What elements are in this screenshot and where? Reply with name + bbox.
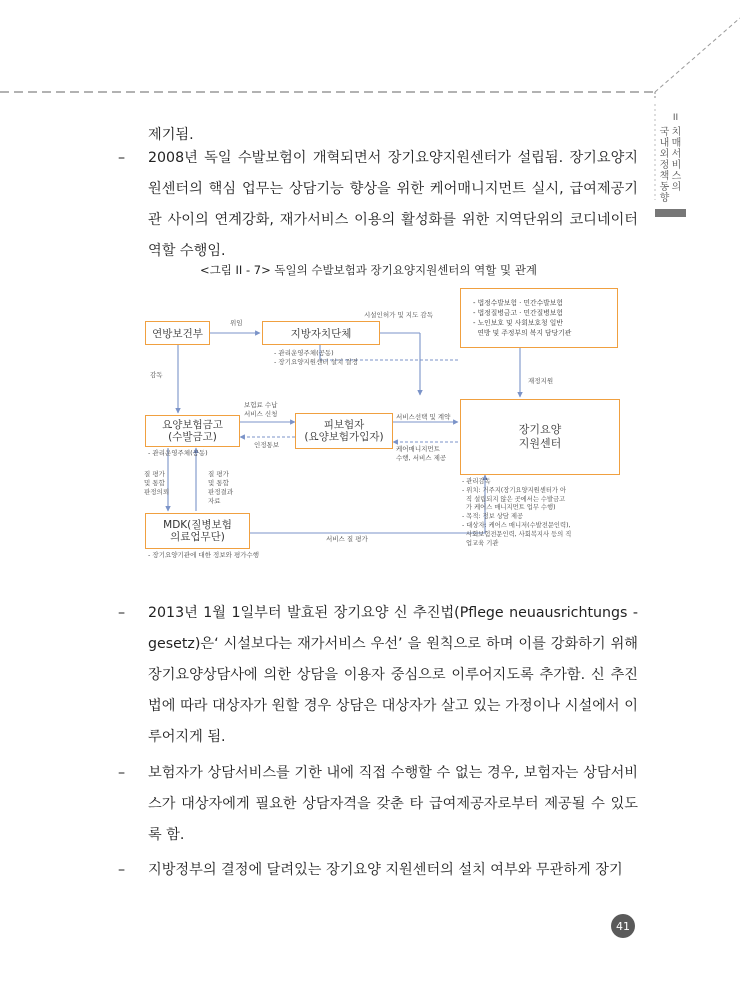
label-mdk-note: - 장기요양기관에 대한 정보와 평가수행 xyxy=(148,551,260,559)
paragraph-text: 지방정부의 결정에 달려있는 장기요양 지원센터의 설치 여부와 무관하게 장기 xyxy=(148,862,623,878)
paragraph-text: 보험자가 상담서비스를 기한 내에 직접 수행할 수 없는 경우, 보험자는 상담서비스가 대상자에게 필요한 상담자격을 갖춘 타 급여제공자로부터 제공될 수 있도록 함. xyxy=(148,765,638,843)
label-facility-approval: 시설인허가 및 지도 감독 xyxy=(364,311,433,319)
box-insured-person: 피보험자 (요양보험가입자) xyxy=(295,413,393,449)
label-supervision: 감독 xyxy=(150,371,163,379)
paragraph-text: 2013년 1월 1일부터 발효된 장기요양 신 추진법(Pflege neuausrichtungs - gesetz)은‘ 시설보다는 재가서비스 우선’ 을 원칙으로 하며 이를 강화하기 위해 장기요양상담사에 의한 상담을 이용자 중심으로 이루어지도록 추가함. 신 추진법에 따라 대상자가 원할 경우 상담은 대상자가 살고 있는 가정이나 시설에서 이루어지게 됨. xyxy=(148,605,638,745)
label-certification-notice: 인정통보 xyxy=(254,441,280,449)
bullet-paragraph-2 xyxy=(118,598,638,753)
label-finance: 재정지원 xyxy=(528,377,554,385)
box-local-government: 지방자치단체 xyxy=(262,321,380,345)
label-eval-result: 질 평가 및 통합 판정결과 자료 xyxy=(208,470,234,505)
paragraph-text: 2008년 독일 수발보험이 개혁되면서 장기요양지원센터가 설립됨. 장기요양지원센터의 핵심 업무는 상담기능 향상을 위한 케어매니지먼트 실시, 급여제공기관 사이의 연계강화, 재가서비스 이용의 활성화를 위한 지역단위의 코디네이터 역할 수행임. xyxy=(148,150,638,259)
box-related-institutions: - 법정수발보험 · 민간수발보험 - 법정질병금고 · 민간질병보험 - 노인보호 및 사회보호청 일반 연방 및 주정부의 복지 담당기관 xyxy=(460,288,618,348)
figure-caption: <그림 II - 7> 독일의 수발보험과 장기요양지원센터의 역할 및 관계 xyxy=(200,263,538,277)
bullet-dash: – xyxy=(118,150,126,166)
bullet-paragraph-3 xyxy=(118,758,638,851)
side-tab-bar xyxy=(655,209,686,217)
label-center-note: - 관리감독 - 위치: 거주지(장기요양지원센터가 아 직 설립되지 않은 곳에서는 수발금고 가 케어스 매니지먼트 업무 수행) - 목적: 정보 상담 제공 - 대상자: 케어스 매니저(수발전문인력), 사회보험전문인력, 사회복지사 등의 직 업교육 기관 xyxy=(462,478,572,547)
continuation-line: 제기됨. xyxy=(148,127,194,143)
label-service-evaluation: 서비스 질 평가 xyxy=(326,535,368,543)
bullet-dash: – xyxy=(118,765,126,781)
label-delegation: 위임 xyxy=(230,319,243,327)
label-care-management: 케어매니지먼트 수행, 서비스 제공 xyxy=(396,445,447,462)
page-number: 41 xyxy=(611,914,635,938)
label-local-note: - 관리운영주체(공동) - 장기요양지원센터 설치 결정 xyxy=(274,349,358,366)
box-care-support-center: 장기요양 지원센터 xyxy=(460,399,620,475)
bullet-dash: – xyxy=(118,862,126,878)
bullet-dash: – xyxy=(118,605,126,621)
side-tab-title-2: 국내외정책동향 xyxy=(659,127,670,204)
label-eval-request: 질 평가 및 통합 판정의뢰 xyxy=(144,470,170,496)
box-federal-ministry: 연방보건부 xyxy=(145,321,210,345)
box-mdk: MDK(질병보험 의료업무단) xyxy=(145,513,250,549)
label-service-selection: 서비스선택 및 계약 xyxy=(396,413,451,421)
chapter-number: II xyxy=(672,113,679,123)
box-insurance-fund: 요양보험금고 (수발금고) xyxy=(145,415,240,447)
side-tab-title-1: 치매서비스의 xyxy=(671,127,682,193)
figure-diagram xyxy=(140,285,630,570)
label-insurer-note: - 관리운영주체(공동) xyxy=(148,449,208,457)
bullet-paragraph-1 xyxy=(118,143,638,267)
bullet-paragraph-4 xyxy=(118,855,638,886)
label-benefit-application: 보험료 수납 서비스 신청 xyxy=(244,401,278,418)
